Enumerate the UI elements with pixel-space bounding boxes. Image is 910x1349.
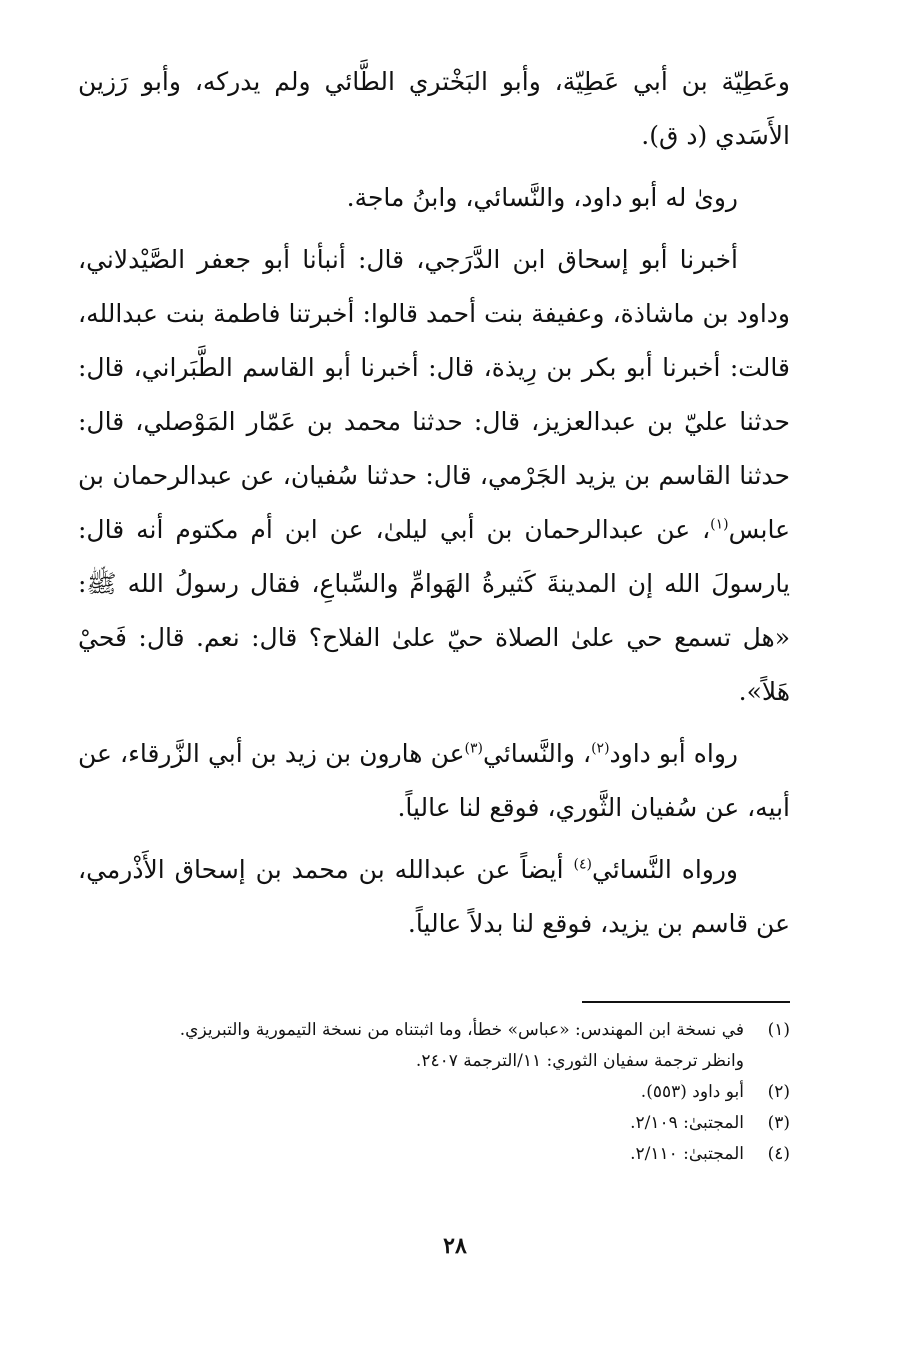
footnote-1-continuation: [78, 1047, 790, 1076]
footnote-1: [78, 1016, 790, 1045]
footnote-text: المجتبىٰ: ٢/١١٠.: [630, 1144, 744, 1164]
footnote-number: (٣): [767, 1113, 790, 1133]
footnote-ref-2: (٢): [591, 740, 610, 757]
paragraph-4-text-b: ، والنَّسائي: [483, 739, 592, 768]
paragraph-3: [78, 233, 790, 719]
footnote-number: (١): [767, 1020, 790, 1040]
paragraph-3-text-b: ، عن عبدالرحمان بن أبي ليلىٰ، عن ابن أم مكتوم أنه قال: يارسولَ الله إن المدينةَ كَثيرةُ الهَوامِّ والسِّباعِ، فقال رسولُ الله ﷺ: «هل تسمع حي علىٰ الصلاة حيّ علىٰ الفلاح؟ قال: نعم. قال: فَحيْ هَلاً».: [78, 515, 790, 706]
footnote-number: (٤): [767, 1144, 790, 1164]
footnote-text: وانظر ترجمة سفيان الثوري: ١١/الترجمة ٢٤٠٧.: [415, 1051, 744, 1071]
paragraph-5-text-b: أيضاً عن عبدالله بن محمد بن إسحاق الأَذْرمي، عن قاسم بن يزيد، فوقع لنا بدلاً عالياً.: [78, 855, 790, 938]
paragraph-4-text-c: عن هارون بن زيد بن أبي الزَّرقاء، عن أبيه، عن سُفيان الثَّوري، فوقع لنا عالياً.: [78, 739, 790, 822]
paragraph-2-text: روىٰ له أبو داود، والنَّسائي، وابنُ ماجة.: [346, 183, 738, 212]
paragraph-3-text-a: أخبرنا أبو إسحاق ابن الدَّرَجي، قال: أنبأنا أبو جعفر الصَّيْدلاني، وداود بن ماشاذة، وعفيفة بنت أحمد قالوا: أخبرتنا فاطمة بنت عبدالله، قالت: أخبرنا أبو بكر بن رِيذة، قال: أخبرنا أبو القاسم الطَّبَراني، قال: حدثنا عليّ بن عبدالعزيز، قال: حدثنا محمد بن عَمّار المَوْصلي، قال: حدثنا القاسم بن يزيد الجَرْمي، قال: حدثنا سُفيان، عن عبدالرحمان بن عابس: [78, 245, 790, 544]
footnote-ref-3: (٣): [464, 740, 483, 757]
footnote-text: المجتبىٰ: ٢/١٠٩.: [630, 1113, 744, 1133]
main-text: [78, 55, 790, 951]
paragraph-2: [78, 171, 790, 225]
footnote-text: أبو داود (٥٥٣).: [640, 1082, 744, 1102]
footnote-3: [78, 1109, 790, 1138]
paragraph-1: [78, 55, 790, 163]
paragraph-4: [78, 727, 790, 835]
paragraph-5-text-a: ورواه النَّسائي: [591, 855, 738, 884]
footnote-text: في نسخة ابن المهندس: «عباس» خطأ، وما اثبتناه من نسخة التيمورية والتبريزي.: [179, 1020, 744, 1040]
footnote-2: [78, 1078, 790, 1107]
paragraph-1-text: وعَطِيّة بن أبي عَطِيّة، وأبو البَخْتري الطَّائي ولم يدركه، وأبو رَزين الأَسَدي (د ق).: [78, 67, 790, 150]
footnotes: [78, 1016, 790, 1171]
footnote-divider: [582, 1001, 790, 1003]
paragraph-5: [78, 843, 790, 951]
footnote-4: [78, 1140, 790, 1169]
footnote-ref-1: (١): [710, 516, 729, 533]
footnote-ref-4: (٤): [573, 856, 592, 873]
paragraph-4-text-a: رواه أبو داود: [609, 739, 739, 768]
footnote-number: (٢): [767, 1082, 790, 1102]
page-number: ٢٨: [443, 1233, 467, 1259]
